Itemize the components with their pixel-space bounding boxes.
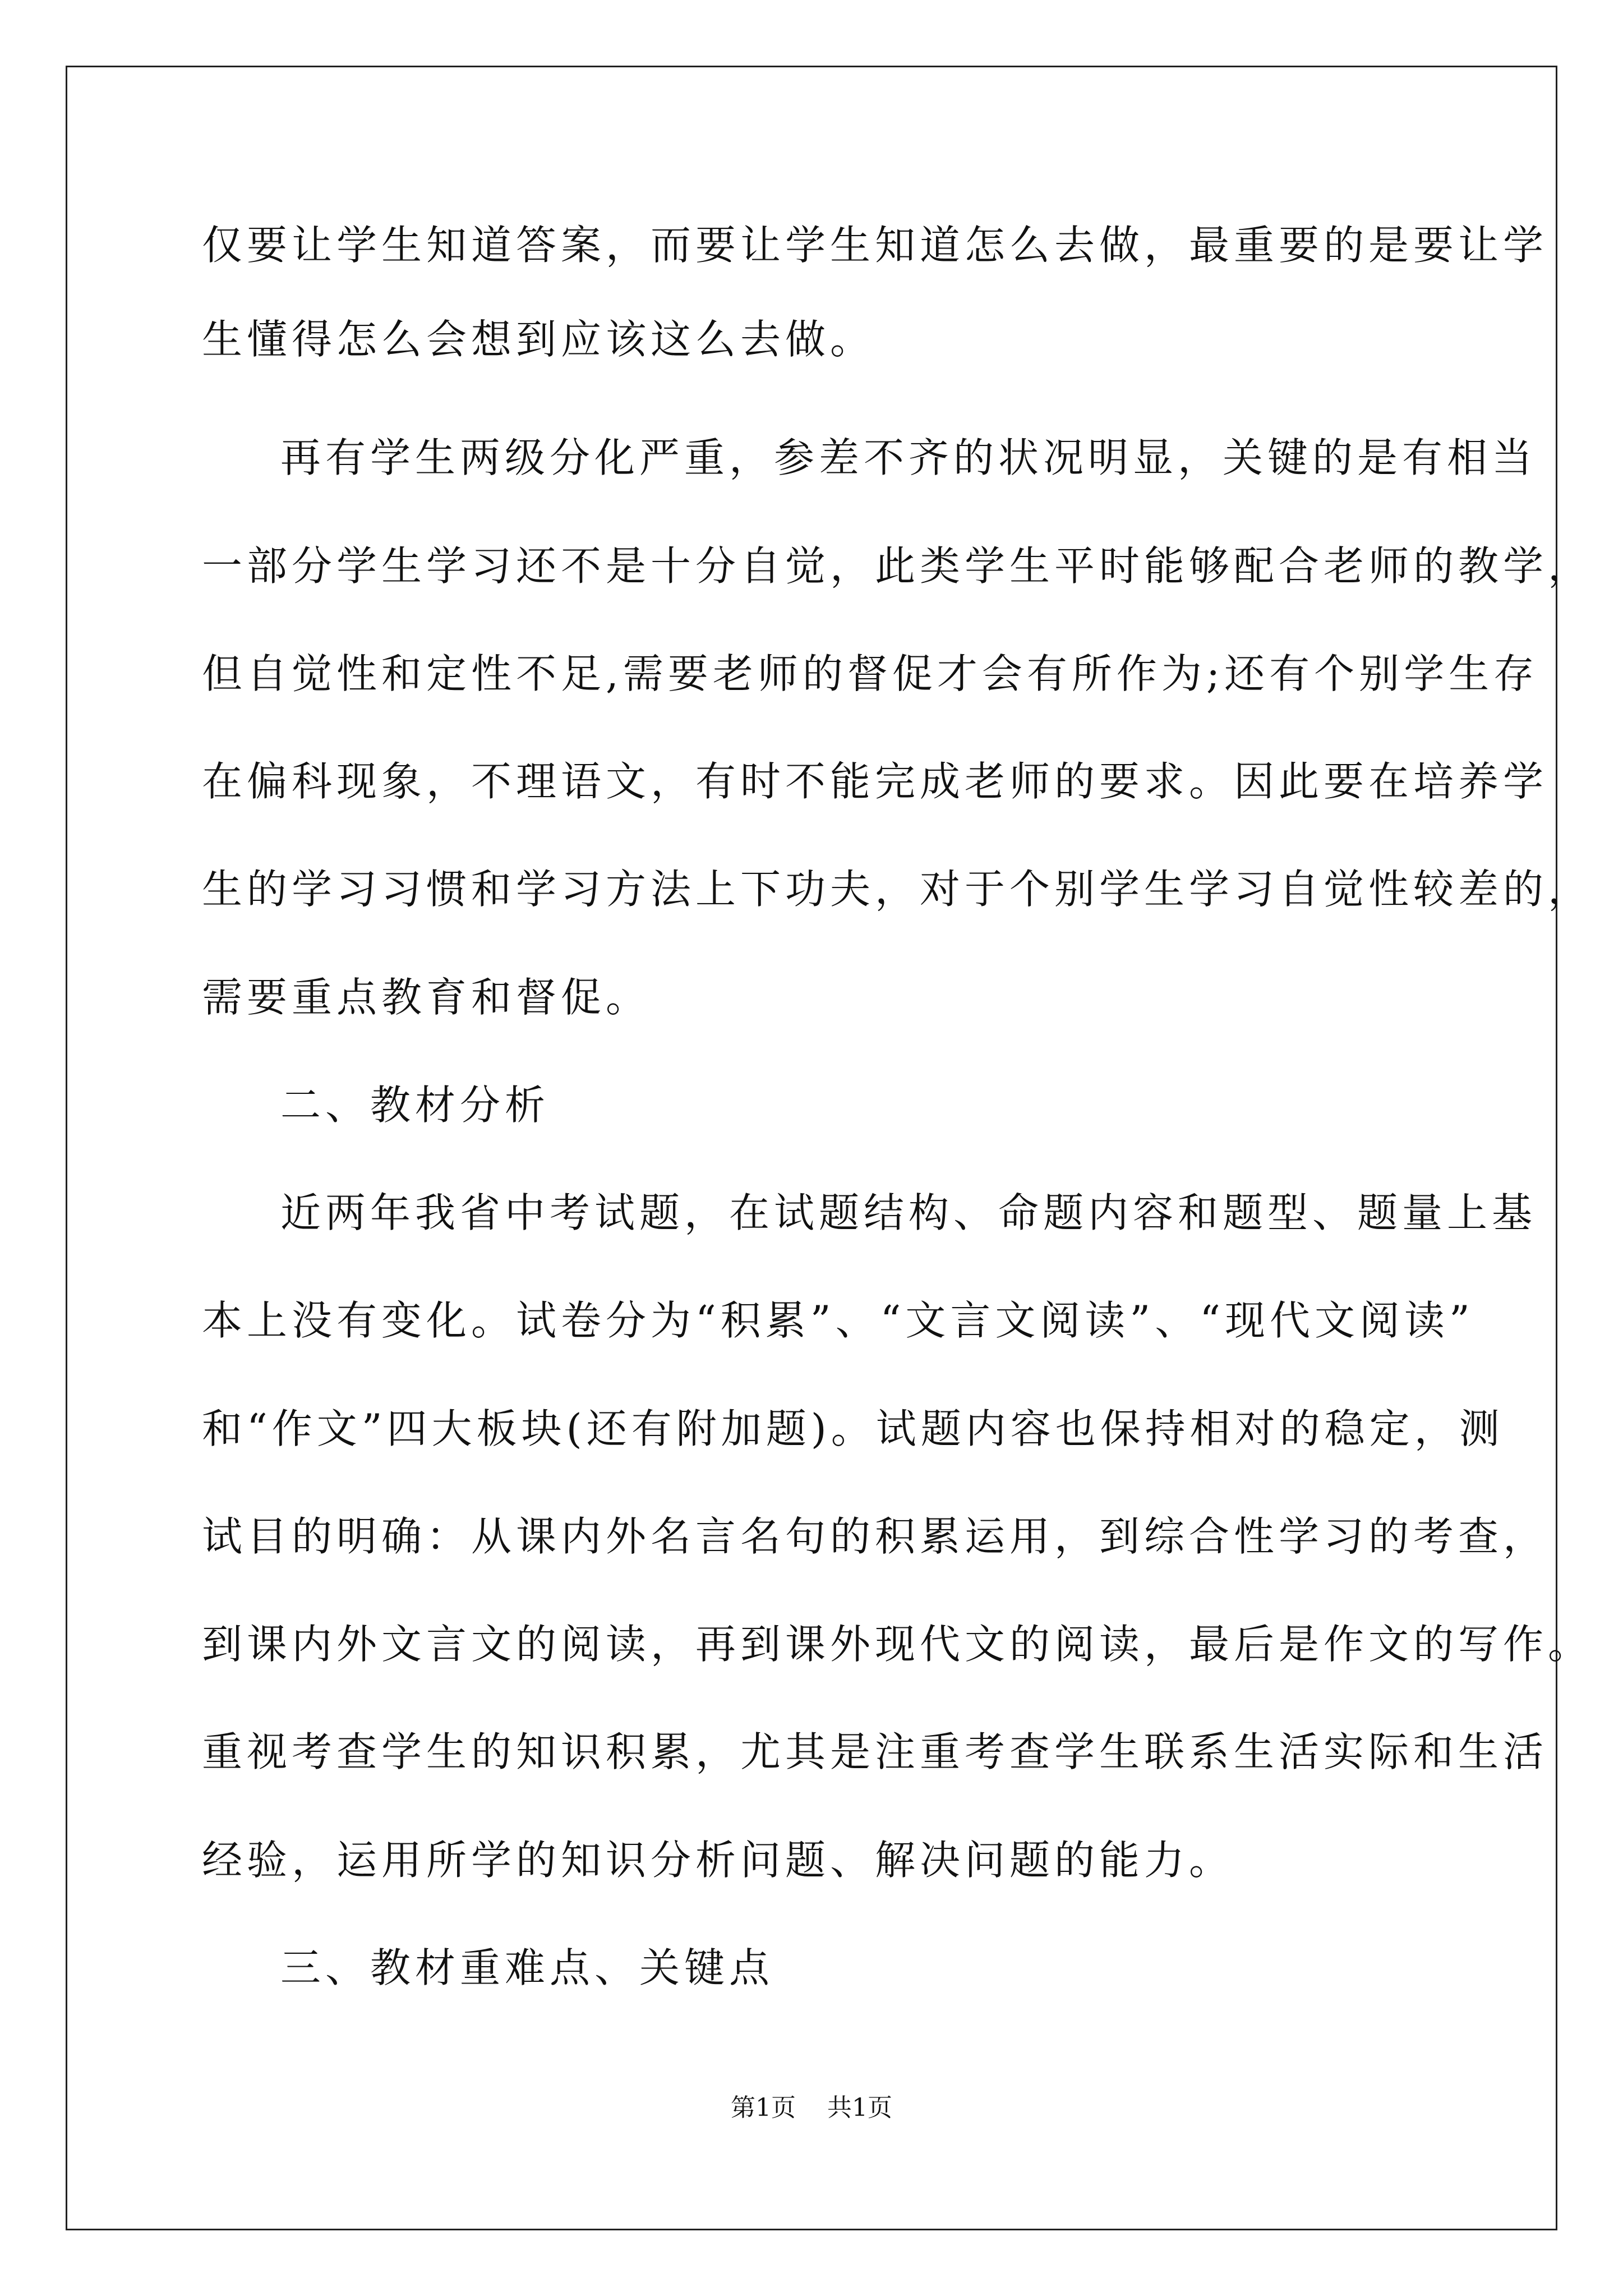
- text-line: 重视考查学生的知识积累，尤其是注重考查学生联系生活实际和生活: [202, 1728, 1548, 1775]
- page-border: [66, 66, 1557, 2230]
- text-line: 需要重点教育和督促。: [202, 974, 651, 1021]
- text-line: 试目的明确：从课内外名言名句的积累运用，到综合性学习的考查，: [202, 1513, 1548, 1560]
- text-line: 近两年我省中考试题，在试题结构、命题内容和题型、题量上基: [280, 1189, 1537, 1236]
- page-total: 共1页: [827, 2093, 892, 2122]
- section-heading: 三、教材重难点、关键点: [280, 1944, 774, 1991]
- page-number: 第1页: [731, 2093, 796, 2122]
- text-line: 仅要让学生知道答案，而要让学生知道怎么去做，最重要的是要让学: [202, 222, 1548, 269]
- text-line: 到课内外文言文的阅读，再到课外现代文的阅读，最后是作文的写作。: [202, 1621, 1593, 1668]
- text-line: 但自觉性和定性不足,需要老师的督促才会有所作为;还有个别学生存: [202, 650, 1539, 697]
- text-line: 生的学习习惯和学习方法上下功夫，对于个别学生学习自觉性较差的，: [202, 866, 1593, 913]
- text-line: 本上没有变化。试卷分为“积累”、“文言文阅读”、“现代文阅读”: [202, 1297, 1474, 1344]
- text-line: 再有学生两级分化严重，参差不齐的状况明显，关键的是有相当: [280, 434, 1537, 481]
- text-line: 生懂得怎么会想到应该这么去做。: [202, 316, 875, 363]
- text-line: 在偏科现象，不理语文，有时不能完成老师的要求。因此要在培养学: [202, 758, 1548, 805]
- text-line: 和“作文”四大板块(还有附加题)。试题内容也保持相对的稳定，测: [202, 1405, 1504, 1452]
- section-heading: 二、教材分析: [280, 1082, 550, 1129]
- page-footer: [0, 2091, 1623, 2125]
- text-line: 一部分学生学习还不是十分自觉，此类学生平时能够配合老师的教学，: [202, 542, 1593, 590]
- text-line: 经验，运用所学的知识分析问题、解决问题的能力。: [202, 1837, 1234, 1884]
